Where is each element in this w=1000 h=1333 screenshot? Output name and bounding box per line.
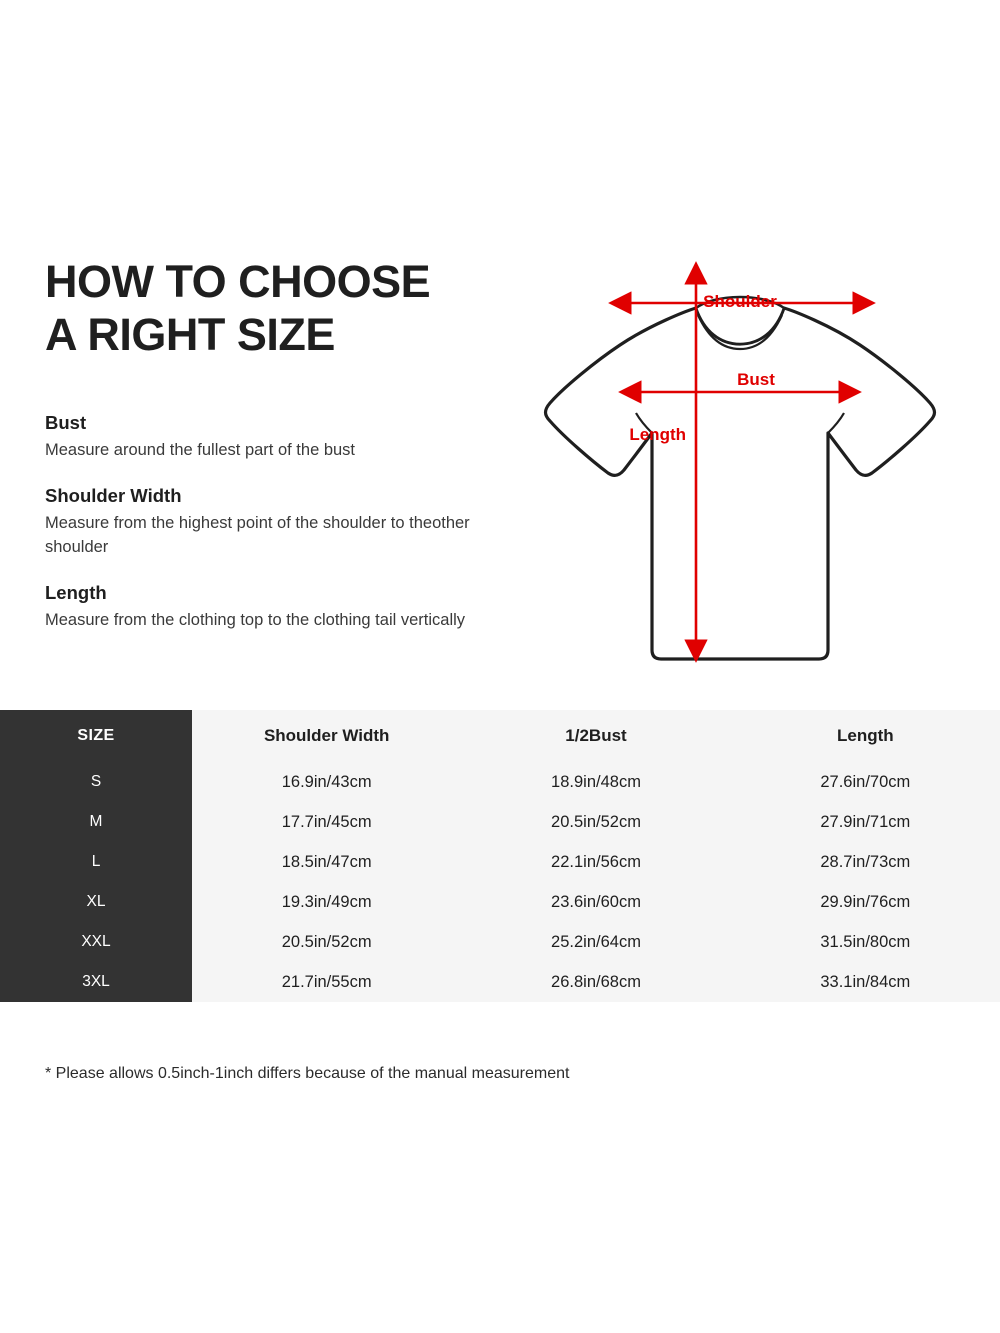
definition-term: Length: [45, 581, 107, 603]
header-shoulder-width: Shoulder Width: [263, 726, 390, 745]
table-row: [192, 882, 1000, 922]
cell-length: 27.9in/71cm: [820, 812, 911, 831]
shoulder-label: Shoulder: [703, 292, 777, 311]
header-length: Length: [836, 726, 894, 745]
header-half-bust: 1/2Bust: [565, 726, 627, 745]
length-label: Length: [629, 425, 686, 444]
size-column-header: SIZE: [77, 727, 115, 744]
cell-half-bust: 25.2in/64cm: [551, 932, 641, 951]
cell-length: 27.6in/70cm: [820, 772, 911, 791]
definition-bust: [45, 412, 515, 463]
definition-description: Measure from the highest point of the shoulder to theother shoulder: [45, 513, 470, 556]
tshirt-outline: [546, 297, 935, 659]
table-row: M: [89, 813, 103, 830]
cell-half-bust: 26.8in/68cm: [551, 972, 641, 991]
table-row: XXL: [81, 933, 111, 950]
table-header-row: [192, 710, 1000, 762]
table-row: [192, 842, 1000, 882]
size-column: [0, 710, 192, 1002]
definition-shoulder-width: [45, 485, 515, 560]
page-title-line-1: HOW TO CHOOSE: [45, 256, 431, 307]
cell-half-bust: 20.5in/52cm: [551, 812, 641, 831]
table-row: [192, 962, 1000, 1002]
cell-shoulder-width: 18.5in/47cm: [281, 852, 372, 871]
cell-shoulder-width: 20.5in/52cm: [281, 932, 372, 951]
cell-length: 31.5in/80cm: [820, 932, 911, 951]
measurements-columns: [192, 710, 1000, 1002]
cell-shoulder-width: 17.7in/45cm: [281, 812, 372, 831]
cell-length: 33.1in/84cm: [820, 972, 911, 991]
cell-length: 29.9in/76cm: [820, 892, 911, 911]
table-row: 3XL: [82, 973, 110, 990]
table-row: [192, 922, 1000, 962]
table-row: [192, 802, 1000, 842]
cell-shoulder-width: 21.7in/55cm: [281, 972, 372, 991]
measurement-definitions: [45, 412, 515, 633]
tshirt-diagram: [500, 245, 980, 685]
cell-half-bust: 23.6in/60cm: [551, 892, 641, 911]
definition-term: Shoulder Width: [45, 484, 182, 506]
definition-description: Measure from the clothing top to the clothing tail vertically: [45, 610, 466, 629]
definition-description: Measure around the fullest part of the bust: [45, 441, 356, 459]
definition-term: Bust: [45, 412, 87, 433]
table-row: S: [90, 773, 102, 790]
definition-length: [45, 582, 515, 633]
measurement-note: * Please allows 0.5inch-1inch differs because of the manual measurement: [45, 1065, 570, 1082]
cell-shoulder-width: 19.3in/49cm: [281, 892, 372, 911]
cell-shoulder-width: 16.9in/43cm: [281, 772, 372, 791]
table-row: XL: [86, 893, 106, 910]
table-row: L: [91, 853, 101, 870]
page-title-line-2: A RIGHT SIZE: [45, 309, 335, 361]
bust-label: Bust: [737, 370, 775, 389]
cell-half-bust: 22.1in/56cm: [551, 852, 641, 871]
table-row: [192, 762, 1000, 802]
cell-length: 28.7in/73cm: [820, 852, 911, 871]
cell-half-bust: 18.9in/48cm: [551, 772, 641, 791]
size-table: [0, 710, 1000, 1002]
page-title: [45, 255, 515, 361]
